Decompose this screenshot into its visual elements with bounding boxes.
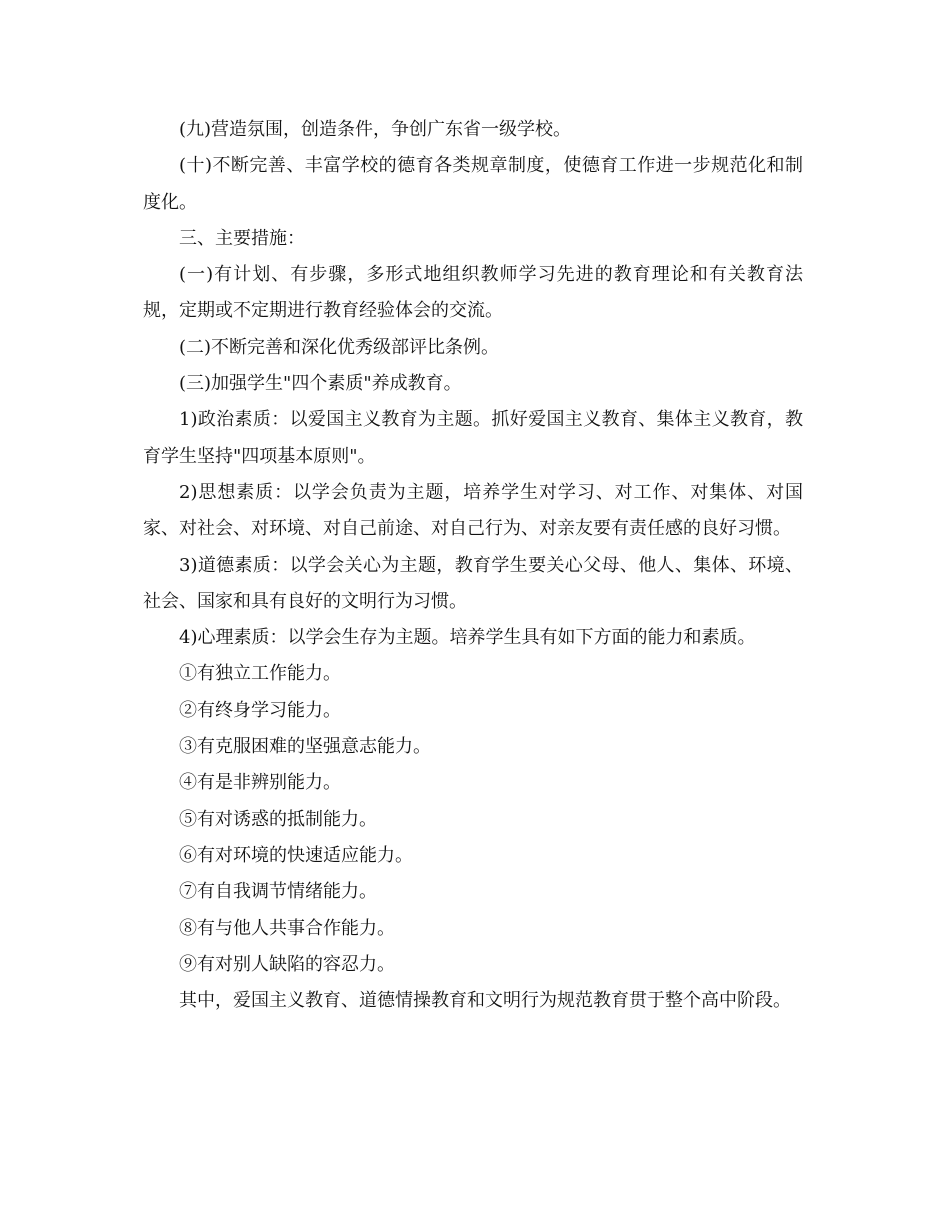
paragraph-measure-2: (二)不断完善和深化优秀级部评比条例。 — [179, 336, 500, 358]
document-body — [143, 112, 803, 1019]
paragraph-summary: 其中，爱国主义教育、道德情操教育和文明行为规范教育贯于整个高中阶段。 — [179, 990, 791, 1012]
list-item-ability-2: ②有终身学习能力。 — [179, 699, 341, 721]
list-item-ability-3: ③有克服困难的坚强意志能力。 — [179, 736, 431, 758]
list-item-ability-8: ⑧有与他人共事合作能力。 — [179, 917, 395, 939]
paragraph-ideological-quality: 2)思想素质：以学会负责为主题，培养学生对学习、对工作、对集体、对国家、对社会、对环境、对自己前途、对自己行为、对亲友要有责任感的良好习惯。 — [143, 481, 803, 540]
list-item-ability-6: ⑥有对环境的快速适应能力。 — [179, 844, 413, 866]
list-item-ability-4: ④有是非辨别能力。 — [179, 772, 341, 794]
list-item-ability-5: ⑤有对诱惑的抵制能力。 — [179, 808, 377, 830]
section-heading-measures: 三、主要措施： — [179, 227, 305, 249]
list-item-ability-1: ①有独立工作能力。 — [179, 663, 341, 685]
paragraph-moral-quality: 3)道德素质：以学会关心为主题，教育学生要关心父母、他人、集体、环境、社会、国家和具有良好的文明行为习惯。 — [143, 554, 803, 612]
paragraph-goal-9: (九)营造氛围，创造条件，争创广东省一级学校。 — [179, 119, 572, 140]
list-item-ability-7: ⑦有自我调节情绪能力。 — [179, 881, 377, 903]
paragraph-political-quality: 1)政治素质：以爱国主义教育为主题。抓好爱国主义教育、集体主义教育，教育学生坚持"四项基本原则"。 — [143, 409, 803, 467]
paragraph-psychological-quality: 4)心理素质：以学会生存为主题。培养学生具有如下方面的能力和素质。 — [179, 627, 756, 649]
paragraph-measure-1: (一)有计划、有步骤，多形式地组织教师学习先进的教育理论和有关教育法规，定期或不定期进行教育经验体会的交流。 — [143, 264, 803, 322]
list-item-ability-9: ⑨有对别人缺陷的容忍力。 — [179, 953, 395, 975]
paragraph-measure-3: (三)加强学生"四个素质"养成教育。 — [179, 373, 462, 395]
paragraph-goal-10: (十)不断完善、丰富学校的德育各类规章制度，使德育工作进一步规范化和制度化。 — [143, 155, 803, 213]
